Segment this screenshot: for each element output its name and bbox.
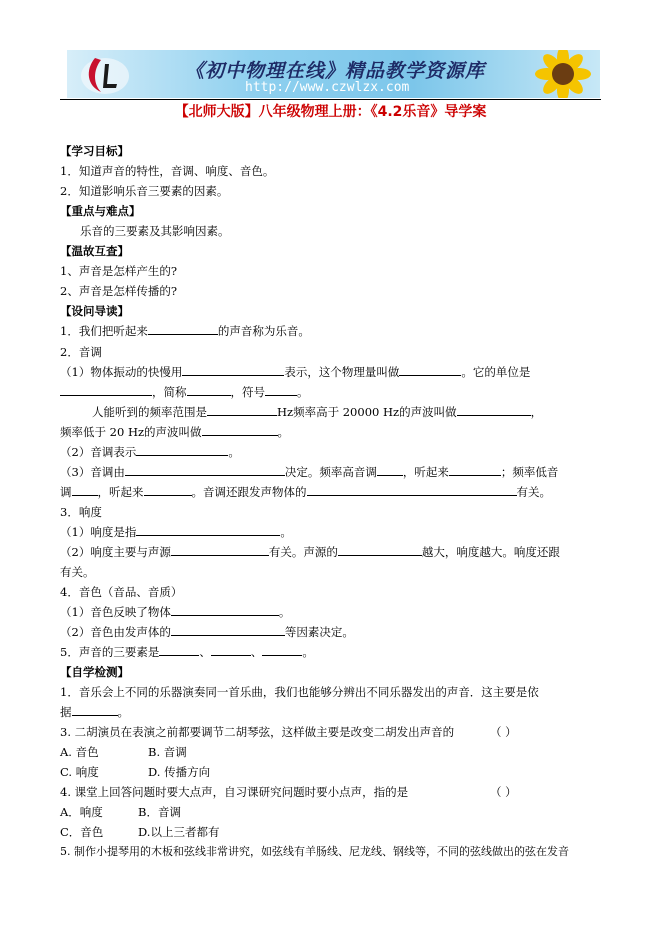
banner-url: http://www.czwlzx.com	[245, 80, 410, 95]
blank[interactable]	[182, 364, 284, 376]
review-1: 1、声音是怎样产生的?	[60, 264, 177, 278]
blank[interactable]	[136, 524, 280, 536]
guide-item-2: 2．音调	[60, 345, 102, 359]
text: （2）响度主要与声源	[60, 545, 171, 559]
section-key-points: 【重点与难点】	[60, 204, 141, 218]
guide-item-1	[60, 323, 310, 339]
text: ，简称	[152, 385, 187, 399]
text: 据	[60, 705, 72, 719]
text: 有关。	[516, 485, 551, 499]
text: 。	[277, 425, 290, 439]
text: 。	[278, 605, 291, 619]
text: 、	[250, 645, 263, 659]
text: 越大，响度越大。响度还跟	[421, 545, 560, 559]
blank[interactable]	[457, 404, 531, 416]
review-2: 2、声音是怎样传播的?	[60, 284, 177, 298]
blank[interactable]	[207, 404, 277, 416]
text: （1）音色反映了物体	[60, 605, 171, 619]
section-review: 【温故互查】	[60, 244, 129, 258]
blank[interactable]	[449, 464, 501, 476]
blank[interactable]	[338, 544, 422, 556]
text: 的声音称为乐音。	[217, 324, 310, 338]
logo-icon	[75, 50, 135, 98]
guide-item-2-1-cont	[60, 384, 309, 400]
objective-2: 2．知道影响乐音三要素的因素。	[60, 184, 229, 198]
check-item-4: 4. 课堂上回答问题时要大点声，自习课研究问题时要小点声，指的是	[60, 785, 409, 799]
infrasound-line	[60, 424, 289, 440]
text: 人能听到的频率范围是	[92, 405, 207, 419]
key-point-1: 乐音的三要素及其影响因素。	[80, 224, 230, 238]
section-objectives: 【学习目标】	[60, 144, 129, 158]
guide-item-2-1	[60, 364, 530, 380]
check-item-1-cont	[60, 704, 129, 720]
text: 。	[280, 525, 292, 539]
blank[interactable]	[60, 384, 152, 396]
blank[interactable]	[136, 444, 228, 456]
text: 、	[199, 645, 211, 659]
text: ；频率低音	[500, 465, 559, 479]
text: 表示，这个物理量叫做	[284, 365, 400, 379]
section-guide: 【设问导读】	[60, 304, 129, 318]
text: 5．声音的三要素是	[60, 645, 160, 659]
objective-1: 1．知道声音的特性，音调、响度、音色。	[60, 164, 275, 178]
blank[interactable]	[72, 484, 98, 496]
option-b: B．音调	[138, 805, 181, 819]
blank[interactable]	[377, 464, 403, 476]
check-item-3: 3. 二胡演员在表演之前都要调节二胡琴弦，这样做主要是改变二胡发出声音的	[60, 725, 455, 739]
guide-item-3-2	[60, 544, 560, 560]
text: 频率低于 20 Hz的声波叫做	[60, 425, 202, 439]
blank[interactable]	[148, 323, 218, 335]
text: 有关。声源的	[268, 545, 338, 559]
option-d: D.以上三者都有	[138, 825, 220, 839]
text: （3）音调由	[60, 465, 125, 479]
text: ，听起来	[97, 485, 144, 499]
text: ，符号	[230, 385, 265, 399]
text: 等因素决定。	[284, 625, 354, 639]
text: 决定。频率高音调	[284, 465, 377, 479]
guide-item-4: 4．音色（音品、音质）	[60, 585, 183, 599]
text: （1）物体振动的快慢用	[60, 365, 183, 379]
blank[interactable]	[159, 644, 199, 656]
blank[interactable]	[171, 604, 279, 616]
blank[interactable]	[72, 704, 118, 716]
blank[interactable]	[307, 484, 517, 496]
guide-item-4-2	[60, 624, 354, 640]
section-self-check: 【自学检测】	[60, 665, 129, 679]
guide-item-4-1	[60, 604, 290, 620]
text: 调	[60, 485, 72, 499]
text: 。	[117, 705, 129, 719]
banner-tagline: 《初中物理在线》精品教学资源库	[185, 60, 486, 82]
option-a: A. 音色	[60, 745, 99, 759]
blank[interactable]	[211, 644, 251, 656]
guide-item-2-3-cont	[60, 484, 551, 500]
guide-item-3: 3．响度	[60, 505, 102, 519]
text: （1）响度是指	[60, 525, 137, 539]
text: ，听起来	[402, 465, 449, 479]
blank[interactable]	[144, 484, 192, 496]
text: 1．我们把听起来	[60, 324, 148, 338]
blank[interactable]	[265, 384, 297, 396]
option-b: B. 音调	[148, 745, 187, 759]
text: 。	[228, 445, 240, 459]
blank[interactable]	[399, 364, 461, 376]
guide-item-3-1	[60, 524, 292, 540]
text: 。它的单位是	[461, 365, 531, 379]
hearing-range	[92, 404, 542, 420]
sunflower-icon	[523, 50, 600, 98]
text: 。	[302, 645, 314, 659]
text: Hz频率高于 20000 Hz的声波叫做	[277, 405, 457, 419]
page-title: 【北师大版】八年级物理上册：《4.2乐音》导学案	[174, 104, 487, 120]
option-c: C. 响度	[60, 765, 99, 779]
header-banner	[67, 50, 600, 98]
text: ，	[530, 405, 543, 419]
text: 。	[297, 385, 309, 399]
guide-item-2-3	[60, 464, 558, 480]
text: （2）音色由发声体的	[60, 625, 171, 639]
guide-item-3-2-cont: 有关。	[60, 565, 95, 579]
blank[interactable]	[262, 644, 302, 656]
guide-item-5	[60, 644, 314, 660]
blank[interactable]	[171, 624, 285, 636]
blank[interactable]	[187, 384, 231, 396]
check-item-1: 1．音乐会上不同的乐器演奏同一首乐曲，我们也能够分辨出不同乐器发出的声音．这主要是依	[60, 685, 539, 699]
option-a: A．响度	[60, 805, 103, 819]
text: （2）音调表示	[60, 445, 137, 459]
text: 。音调还跟发声物体的	[191, 485, 307, 499]
header-rule	[60, 99, 601, 100]
blank[interactable]	[171, 544, 269, 556]
blank[interactable]	[202, 424, 278, 436]
option-d: D. 传播方向	[148, 765, 211, 779]
check-item-5: 5. 制作小提琴用的木板和弦线非常讲究，如弦线有羊肠线、尼龙线、钢线等，不同的弦线做出的弦在发音	[60, 845, 569, 858]
blank[interactable]	[125, 464, 285, 476]
answer-paren[interactable]: （ ）	[490, 725, 517, 739]
guide-item-2-2	[60, 444, 240, 460]
option-c: C．音色	[60, 825, 104, 839]
answer-paren[interactable]: （ ）	[490, 785, 517, 799]
